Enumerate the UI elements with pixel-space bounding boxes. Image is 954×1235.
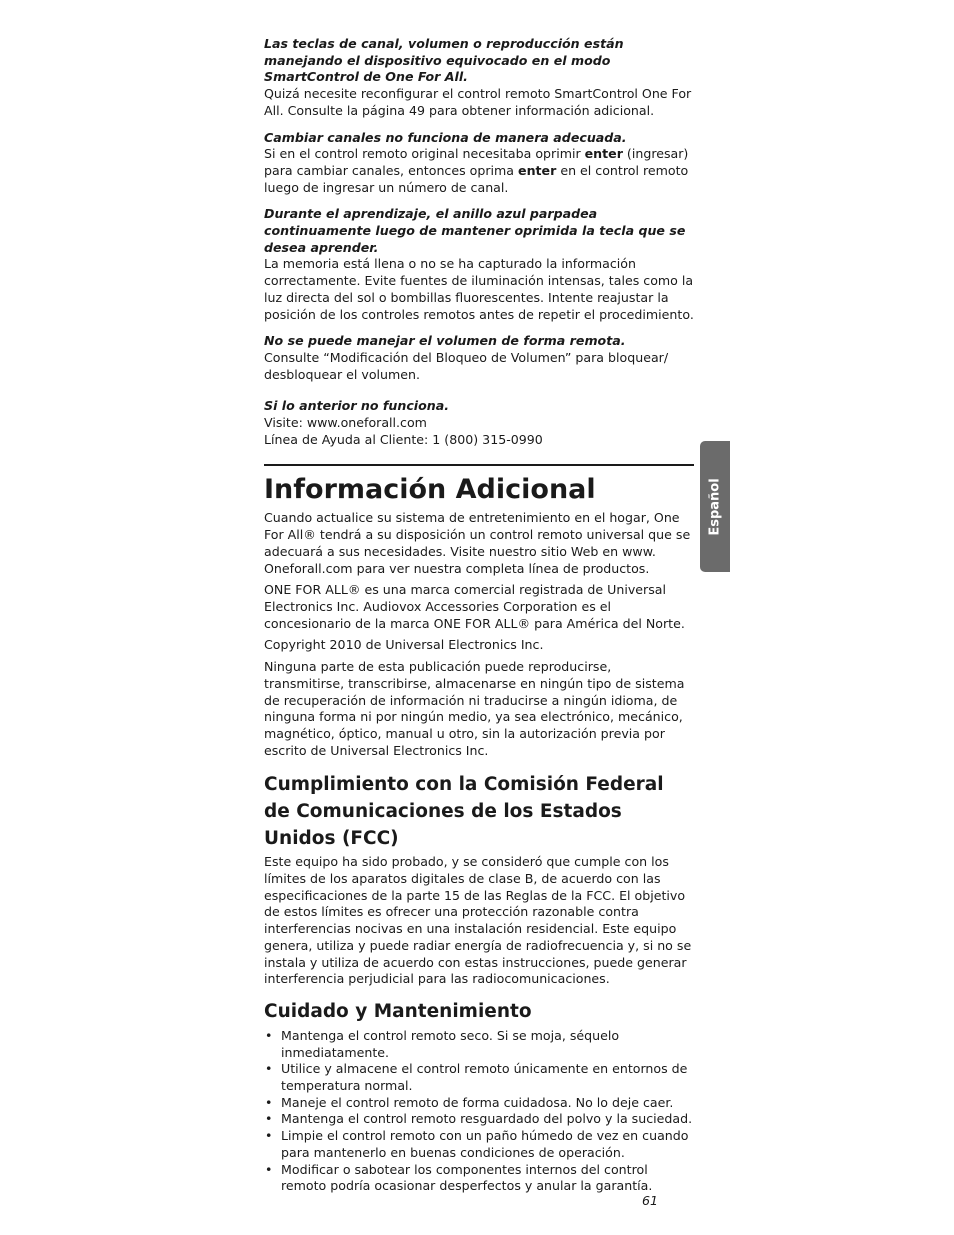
faq-question: Durante el aprendizaje, el anillo azul parpadea continuamente luego de mantener oprimida la tecla que se desea aprender.	[264, 206, 686, 255]
info-paragraph: Cuando actualice su sistema de entretenimiento en el hogar, One For All® tendrá a su disposición un control remoto universal que se adecuará a sus necesidades. Visite nuestro sitio Web en www. Oneforall.com para ver nuestra completa línea de productos.	[264, 510, 691, 576]
page-column	[264, 36, 694, 1195]
bullet-icon: •	[265, 1128, 273, 1144]
list-item-text: Limpie el control remoto con un paño húmedo de vez en cuando para mantenerlo en buenas condiciones de operación.	[281, 1128, 689, 1160]
list-item-text: Maneje el control remoto de forma cuidadosa. No lo deje caer.	[281, 1094, 674, 1110]
faq-question: Las teclas de canal, volumen o reproducción están manejando el dispositivo equivocado en el modo SmartControl de One For All.	[264, 36, 624, 85]
list-item	[264, 1028, 694, 1061]
info-paragraph: Ninguna parte de esta publicación puede reproducirse, transmitirse, transcribirse, almacenarse en ningún tipo de sistema de recuperación de información ni traducirse a ningún idioma, de ninguna forma ni por ningún medio, ya sea electrónico, mecánico, magnético, óptico, manual u otro, sin la autorización previa por escrito de Universal Electronics Inc.	[264, 659, 685, 758]
section-divider	[264, 464, 694, 466]
fcc-section-title: Cumplimiento con la Comisión Federal de Comunicaciones de los Estados Unidos (FCC)	[264, 774, 664, 850]
fcc-paragraph: Este equipo ha sido probado, y se consideró que cumple con los límites de los aparatos digitales de clase B, de acuerdo con las especificaciones de la parte 15 de las Reglas de la FCC. El objetivo de estos límites es ofrecer una protección razonable contra interferencias nocivas en una instalación residencial. Este equipo genera, utiliza y puede radiar energía de radiofrecuencia y, si no se instala y utiliza de acuerdo con estas instrucciones, puede generar interferencia perjudicial para las radiocomunicaciones.	[264, 854, 692, 987]
faq-item	[264, 130, 694, 197]
faq-question: Si lo anterior no funciona.	[264, 398, 450, 414]
faq-item	[264, 36, 694, 120]
enter-key-label: enter	[584, 146, 623, 162]
list-item-text: Mantenga el control remoto seco. Si se moja, séquelo inmediatamente.	[281, 1027, 620, 1060]
faq-question: No se puede manejar el volumen de forma remota.	[264, 333, 626, 349]
info-paragraph: Copyright 2010 de Universal Electronics Inc.	[264, 637, 544, 653]
info-paragraph: ONE FOR ALL® es una marca comercial registrada de Universal Electronics Inc. Audiovox Accessories Corporation es el concesionario de la marca ONE FOR ALL® para América del Norte.	[264, 582, 685, 631]
enter-key-label: enter	[518, 162, 557, 178]
care-section-title: Cuidado y Mantenimiento	[264, 1000, 532, 1022]
faq-answer	[264, 146, 694, 196]
list-item	[264, 1111, 694, 1128]
faq-question: Cambiar canales no funciona de manera adecuada.	[264, 129, 627, 145]
faq-item	[264, 398, 694, 448]
page-number: 61	[641, 1193, 658, 1208]
list-item-text: Modificar o sabotear los componentes internos del control remoto podría ocasionar desperfectos y anular la garantía.	[281, 1161, 653, 1194]
answer-text: en el control remoto luego de ingresar un número de canal.	[264, 162, 689, 195]
list-item	[264, 1061, 694, 1094]
faq-item	[264, 333, 694, 383]
faq-answer: La memoria está llena o no se ha capturado la información correctamente. Evite fuentes de iluminación intensas, tales como la luz directa del sol o bombillas fluorescentes. Intente reajustar la posición de los controles remotos antes de repetir el procedimiento.	[264, 256, 694, 322]
care-list	[264, 1028, 694, 1195]
bullet-icon: •	[265, 1094, 273, 1110]
bullet-icon: •	[265, 1161, 273, 1177]
faq-item	[264, 206, 694, 323]
answer-text: Si en el control remoto original necesitaba oprimir	[264, 146, 585, 162]
list-item-text: Utilice y almacene el control remoto únicamente en entornos de temperatura normal.	[281, 1061, 688, 1094]
faq-answer: Consulte “Modificación del Bloqueo de Volumen” para bloquear/ desbloquear el volumen.	[264, 349, 669, 382]
list-item	[264, 1162, 694, 1195]
faq-answer: Quizá necesite reconfigurar el control remoto SmartControl One For All. Consulte la página 49 para obtener información adicional.	[264, 86, 692, 118]
list-item	[264, 1128, 694, 1161]
language-tab	[700, 441, 730, 572]
list-item-text: Mantenga el control remoto resguardado del polvo y la suciedad.	[281, 1111, 693, 1127]
info-section-title: Información Adicional	[264, 474, 596, 506]
list-item	[264, 1095, 694, 1112]
answer-text: (ingresar) para cambiar canales, entonces oprima	[264, 146, 689, 178]
support-website: Visite: www.oneforall.com	[264, 415, 427, 431]
bullet-icon: •	[265, 1111, 273, 1127]
support-phone: Línea de Ayuda al Cliente: 1 (800) 315-0990	[264, 431, 543, 447]
bullet-icon: •	[265, 1027, 273, 1043]
language-tab-label: Español	[707, 477, 723, 536]
bullet-icon: •	[265, 1061, 273, 1077]
